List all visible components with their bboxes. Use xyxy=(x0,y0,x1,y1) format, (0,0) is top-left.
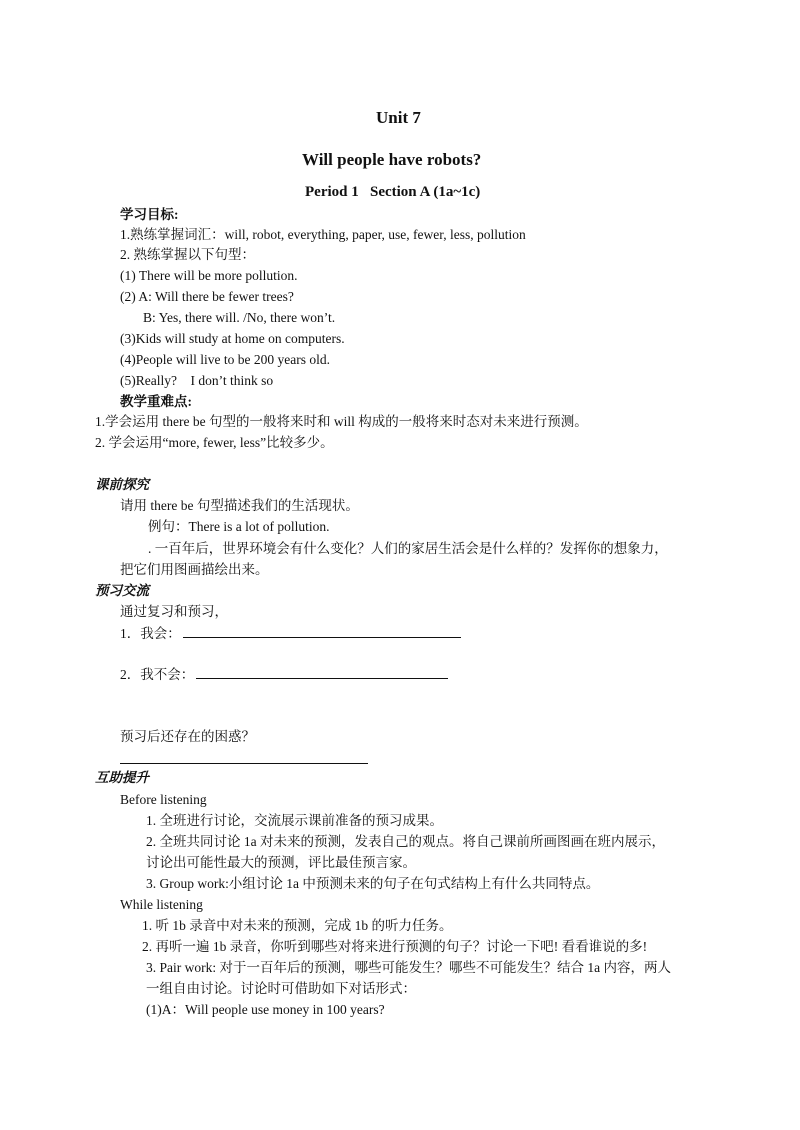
while-item: 2. 再听一遍 1b 录音，你听到哪些对将来进行预测的句子？讨论一下吧! 看看谁说的多! xyxy=(142,939,648,954)
objective-line: (2) A: Will there be fewer trees? xyxy=(120,289,294,304)
preview-heading: 预习交流 xyxy=(95,583,149,598)
period-title: Period 1 Section A (1a~1c) xyxy=(305,184,481,200)
cannot-answer-blank[interactable] xyxy=(196,666,448,679)
before-item: 3. Group work:小组讨论 1a 中预测未来的句子在句式结构上有什么共同特点。 xyxy=(146,876,600,891)
while-item: 1. 听 1b 录音中对未来的预测，完成 1b 的听力任务。 xyxy=(142,918,453,933)
can-label: 1．我会： xyxy=(120,626,181,641)
cannot-label: 2．我不会： xyxy=(120,667,195,682)
pre-class-line: . 一百年后，世界环境会有什么变化？人们的家居生活会是什么样的？发挥你的想象力， xyxy=(148,541,668,556)
objective-line: (3)Kids will study at home on computers. xyxy=(120,331,345,346)
while-item: (1)A：Will people use money in 100 years? xyxy=(146,1002,385,1017)
key-points-heading: 教学重难点: xyxy=(120,394,192,409)
objective-line: 1.熟练掌握词汇：will, robot, everything, paper, use, fewer, less, pollution xyxy=(120,227,526,242)
can-answer-blank[interactable] xyxy=(183,625,461,638)
objective-line: (5)Really? I don’t think so xyxy=(120,373,274,388)
unit-title: Unit 7 xyxy=(376,108,421,127)
key-point-line: 1.学会运用 there be 句型的一般将来时和 will 构成的一般将来时态对未来进行预测。 xyxy=(95,414,588,429)
before-item: 2. 全班共同讨论 1a 对未来的预测，发表自己的观点。将自己课前所画图画在班内展示， xyxy=(146,834,665,849)
objectives-heading: 学习目标: xyxy=(120,207,179,222)
objective-line: 2. 熟练掌握以下句型： xyxy=(120,247,255,262)
doubts-answer-blank[interactable] xyxy=(120,763,368,764)
can-line xyxy=(120,625,461,642)
doubts-label: 预习后还存在的困惑？ xyxy=(120,729,255,744)
while-item: 一组自由讨论。讨论时可借助如下对话形式： xyxy=(146,981,416,996)
objective-line: B: Yes, there will. /No, there won’t. xyxy=(143,310,336,325)
before-listening-label: Before listening xyxy=(120,792,207,807)
while-listening-label: While listening xyxy=(120,897,203,912)
preview-intro: 通过复习和预习， xyxy=(120,604,228,619)
before-item: 1. 全班进行讨论，交流展示课前准备的预习成果。 xyxy=(146,813,443,828)
while-item: 3. Pair work: 对于一百年后的预测，哪些可能发生？哪些不可能发生？结合 1a 内容，两人 xyxy=(146,960,671,975)
objective-line: (4)People will live to be 200 years old. xyxy=(120,352,330,367)
mutual-heading: 互助提升 xyxy=(95,770,149,785)
cannot-line xyxy=(120,666,448,683)
before-item: 讨论出可能性最大的预测，评比最佳预言家。 xyxy=(146,855,416,870)
pre-class-line: 请用 there be 句型描述我们的生活现状。 xyxy=(120,498,359,513)
objective-line: (1) There will be more pollution. xyxy=(120,268,298,283)
pre-class-line: 把它们用图画描绘出来。 xyxy=(120,562,269,577)
pre-class-heading: 课前探究 xyxy=(95,477,149,492)
key-point-line: 2. 学会运用“more, fewer, less”比较多少。 xyxy=(95,435,334,450)
pre-class-line: 例句：There is a lot of pollution. xyxy=(148,519,330,534)
lesson-title: Will people have robots? xyxy=(302,150,482,169)
